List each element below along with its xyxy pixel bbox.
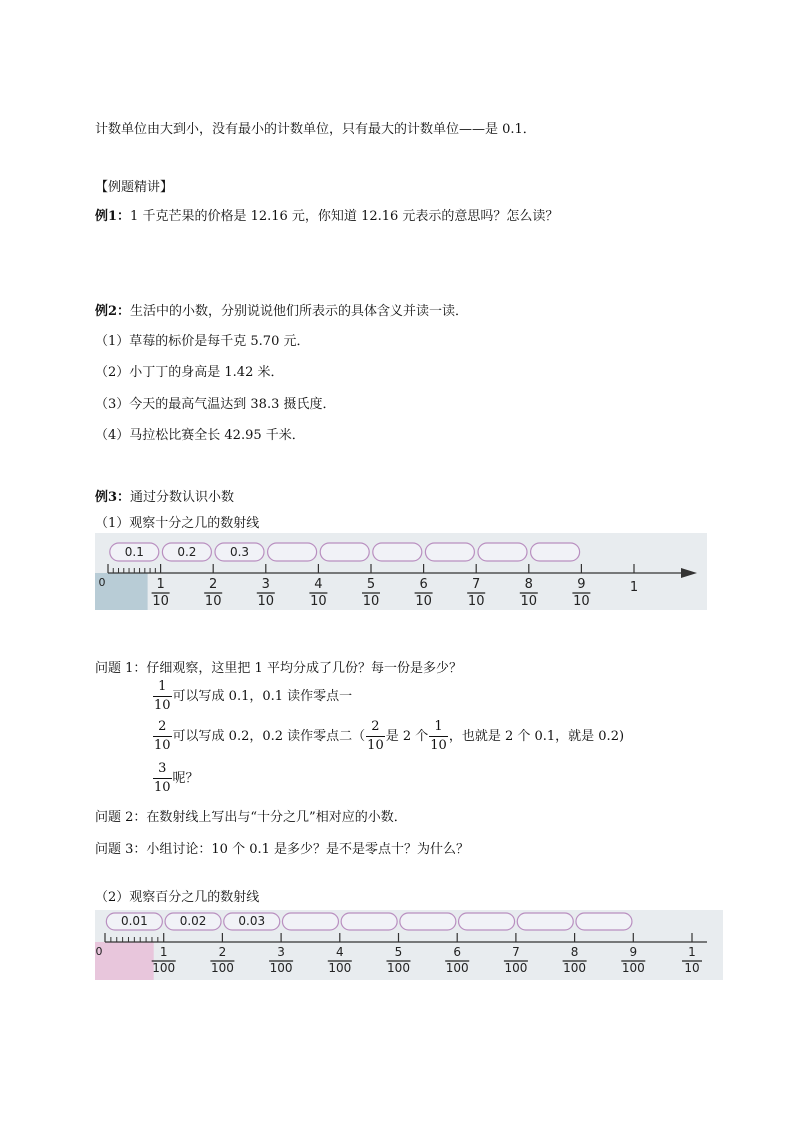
decimal-bubble: [268, 543, 317, 561]
tenths-number-line-svg: [95, 533, 707, 610]
decimal-bubble: [373, 543, 422, 561]
q1-row-1-text: 可以写成 0.1，0.1 读作零点一: [172, 689, 353, 704]
decimal-bubble: [341, 913, 397, 930]
fraction-numerator: 3: [153, 760, 172, 779]
tick-numerator: 5: [366, 577, 376, 592]
example-2-label: 例2：: [95, 304, 131, 319]
part-1-title: （1）观察十分之几的数射线: [95, 516, 260, 531]
tick-denominator: 10: [204, 594, 222, 609]
tick-denominator: 10: [310, 594, 327, 609]
tick-denominator: 10: [415, 594, 432, 609]
q1-row-2-mid: 是 2 个: [385, 729, 429, 744]
tenths-number-line: [95, 533, 707, 610]
tick-numerator: 9: [577, 577, 586, 592]
decimal-bubble-label: 0.1: [124, 545, 144, 559]
tick-denominator: 10: [152, 594, 169, 609]
tick-denominator: 100: [328, 961, 352, 975]
fraction-denominator: 10: [430, 738, 447, 753]
tick-denominator: 100: [504, 961, 528, 975]
hundredths-number-line: [95, 910, 723, 980]
tick-numerator: 1: [156, 577, 165, 592]
tick-numerator: 2: [218, 945, 227, 959]
q1-row-3: [152, 760, 199, 797]
tick-denominator: 100: [445, 961, 469, 975]
example-2-item: （4）马拉松比赛全长 42.95 千米．: [95, 428, 305, 443]
example-3: [95, 486, 234, 505]
example-2: [95, 300, 468, 319]
q1-row-1: [152, 678, 352, 715]
first-segment-shading: [95, 942, 154, 980]
tick-denominator: 100: [563, 961, 587, 975]
last-numerator: 1: [688, 945, 696, 959]
decimal-bubble-label: 0.3: [229, 545, 250, 559]
fraction-denominator: 10: [367, 738, 384, 753]
tick-numerator: 5: [394, 945, 403, 959]
decimal-bubble: [425, 543, 474, 561]
example-2-item: （1）草莓的标价是每千克 5.70 元．: [95, 334, 310, 349]
tick-numerator: 4: [314, 577, 323, 592]
part-2-title: （2）观察百分之几的数射线: [95, 890, 260, 905]
tick-numerator: 6: [419, 577, 428, 592]
decimal-bubble: [576, 913, 632, 930]
fraction: [153, 678, 172, 715]
fraction: [429, 718, 448, 755]
tick-numerator: 2: [209, 577, 218, 592]
decimal-bubble-label: 0.2: [177, 545, 197, 559]
tick-denominator: 100: [269, 961, 293, 975]
tick-numerator: 8: [570, 945, 579, 959]
fraction: [153, 718, 172, 755]
decimal-bubble-label: 0.03: [238, 914, 266, 928]
tick-denominator: 10: [467, 594, 485, 609]
question-1: 问题 1：仔细观察，这里把 1 平均分成了几份？每一份是多少？: [95, 661, 462, 676]
hundredths-number-line-svg: [95, 910, 723, 980]
q1-row-2-text: 可以写成 0.2，0.2 读作零点二（: [172, 729, 366, 744]
question-3: 问题 3：小组讨论：10 个 0.1 是多少？是不是零点十？为什么？: [95, 842, 470, 857]
decimal-bubble-label: 0.02: [179, 914, 207, 928]
zero-label: 0: [95, 945, 103, 958]
question-2: 问题 2：在数射线上写出与“十分之几”相对应的小数．: [95, 810, 407, 825]
decimal-bubble: [517, 913, 573, 930]
tick-numerator: 1: [159, 945, 168, 959]
zero-label: 0: [98, 576, 106, 589]
intro-line: 计数单位由大到小，没有最小的计数单位，只有最大的计数单位——是 0.1．: [95, 122, 536, 137]
example-3-label: 例3：: [95, 490, 131, 505]
tick-denominator: 100: [210, 961, 234, 975]
decimal-bubble: [282, 913, 338, 930]
example-3-text: 通过分数认识小数: [130, 490, 235, 505]
fraction: [366, 718, 385, 755]
tick-numerator: 9: [629, 945, 638, 959]
fraction-numerator: 2: [366, 718, 385, 737]
tick-denominator: 100: [621, 961, 645, 975]
section-heading: 【例题精讲】: [95, 180, 174, 195]
tick-denominator: 10: [520, 594, 538, 609]
tick-denominator: 10: [257, 594, 275, 609]
example-1-label: 例1：: [95, 209, 131, 224]
example-2-item: （2）小丁丁的身高是 1.42 米．: [95, 365, 284, 380]
tick-numerator: 7: [512, 945, 520, 959]
decimal-bubble: [531, 543, 580, 561]
example-2-item: （3）今天的最高气温达到 38.3 摄氏度．: [95, 397, 336, 412]
fraction-denominator: 10: [154, 780, 171, 795]
fraction: [153, 760, 172, 797]
last-denominator: 10: [684, 961, 700, 975]
tick-numerator: 8: [524, 577, 533, 592]
fraction-numerator: 1: [153, 678, 172, 697]
tick-numerator: 6: [453, 945, 462, 959]
decimal-bubble-label: 0.01: [120, 914, 148, 928]
decimal-bubble: [320, 543, 369, 561]
tick-numerator: 3: [261, 577, 270, 592]
decimal-bubble: [478, 543, 527, 561]
decimal-bubble: [400, 913, 456, 930]
example-1: [95, 205, 558, 224]
tick-denominator: 10: [362, 594, 380, 609]
tick-numerator: 4: [335, 945, 344, 959]
fraction-numerator: 2: [153, 718, 172, 737]
fraction-denominator: 10: [154, 698, 171, 713]
example-2-text: 生活中的小数，分别说说他们所表示的具体含义并读一读．: [130, 304, 469, 319]
tick-denominator: 100: [152, 961, 176, 975]
q1-row-2-end: ，也就是 2 个 0.1，就是 0.2): [448, 729, 625, 744]
tick-denominator: 10: [573, 594, 590, 609]
q1-row-3-text: 呢？: [172, 771, 199, 786]
tick-numerator: 7: [472, 577, 481, 592]
fraction-numerator: 1: [429, 718, 448, 737]
decimal-bubble: [459, 913, 515, 930]
tick-denominator: 100: [387, 961, 410, 975]
q1-row-2: [152, 718, 624, 755]
tick-numerator: 3: [277, 945, 285, 959]
example-1-text: 1 千克芒果的价格是 12.16 元，你知道 12.16 元表示的意思吗？怎么读？: [130, 209, 559, 224]
fraction-denominator: 10: [154, 738, 171, 753]
one-label: 1: [629, 580, 639, 595]
